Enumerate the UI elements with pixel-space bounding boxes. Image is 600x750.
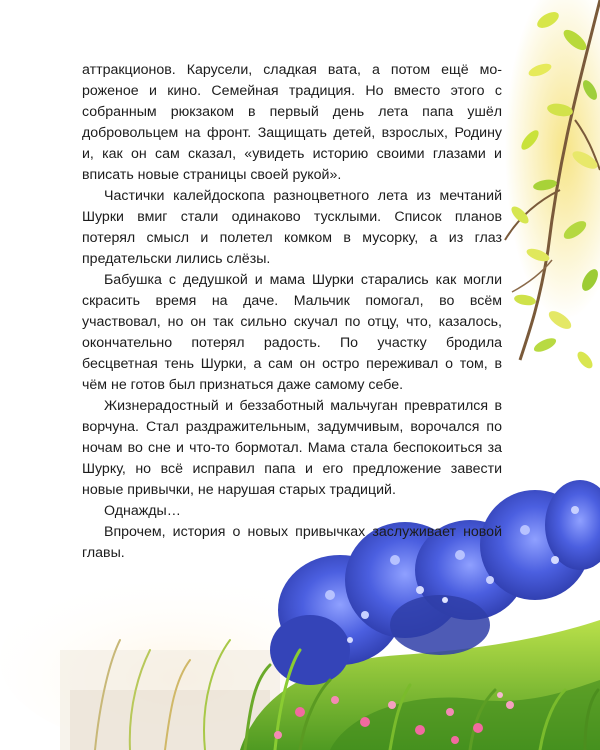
tree-branches xyxy=(505,0,600,371)
paragraph: Частички калейдоскопа разноцветного лета из мечтаний Шурки вмиг стали одинаково тусклыми. Список планов потерял смысл и полетел комком в мусорку, а из глаз предательски лились слёзы. xyxy=(82,188,502,267)
paragraph: Впрочем, история о новых привычках заслуживает новой главы. xyxy=(82,524,502,561)
paragraph: аттракционов. Карусели, сладкая вата, а потом ещё мороженое и кино. Семейная традиция. Но вместо этого с собранным рюкзаком в первый день лета папа ушёл добровольцем на фронт. Защищать детей, взрослых, Родину и, как он сам сказал, «увидеть историю своими глазами и вписать новые страницы своей рукой». xyxy=(82,62,502,183)
story-text xyxy=(82,60,502,564)
paragraph: Жизнерадостный и беззаботный мальчуган превратился в ворчуна. Стал раздражительным, задумчивым, ворочался по ночам во сне и что-то бормотал. Мама стала беспокоиться за Шурку, но всё исправил папа и его предложение завести новые привычки, не нарушая старых традиций. xyxy=(82,398,502,498)
paragraph: Однажды… xyxy=(104,503,181,519)
paragraph: Бабушка с дедушкой и мама Шурки старались как могли скрасить время на даче. Мальчик помогал, во всём участвовал, но он так сильно скучал по отцу, что, казалось, окончательно потерял радость. По участку бродила бесцветная тень Шурки, а сам он остро переживал о том, в чём не готов был признаться даже самому себе. xyxy=(82,272,502,393)
